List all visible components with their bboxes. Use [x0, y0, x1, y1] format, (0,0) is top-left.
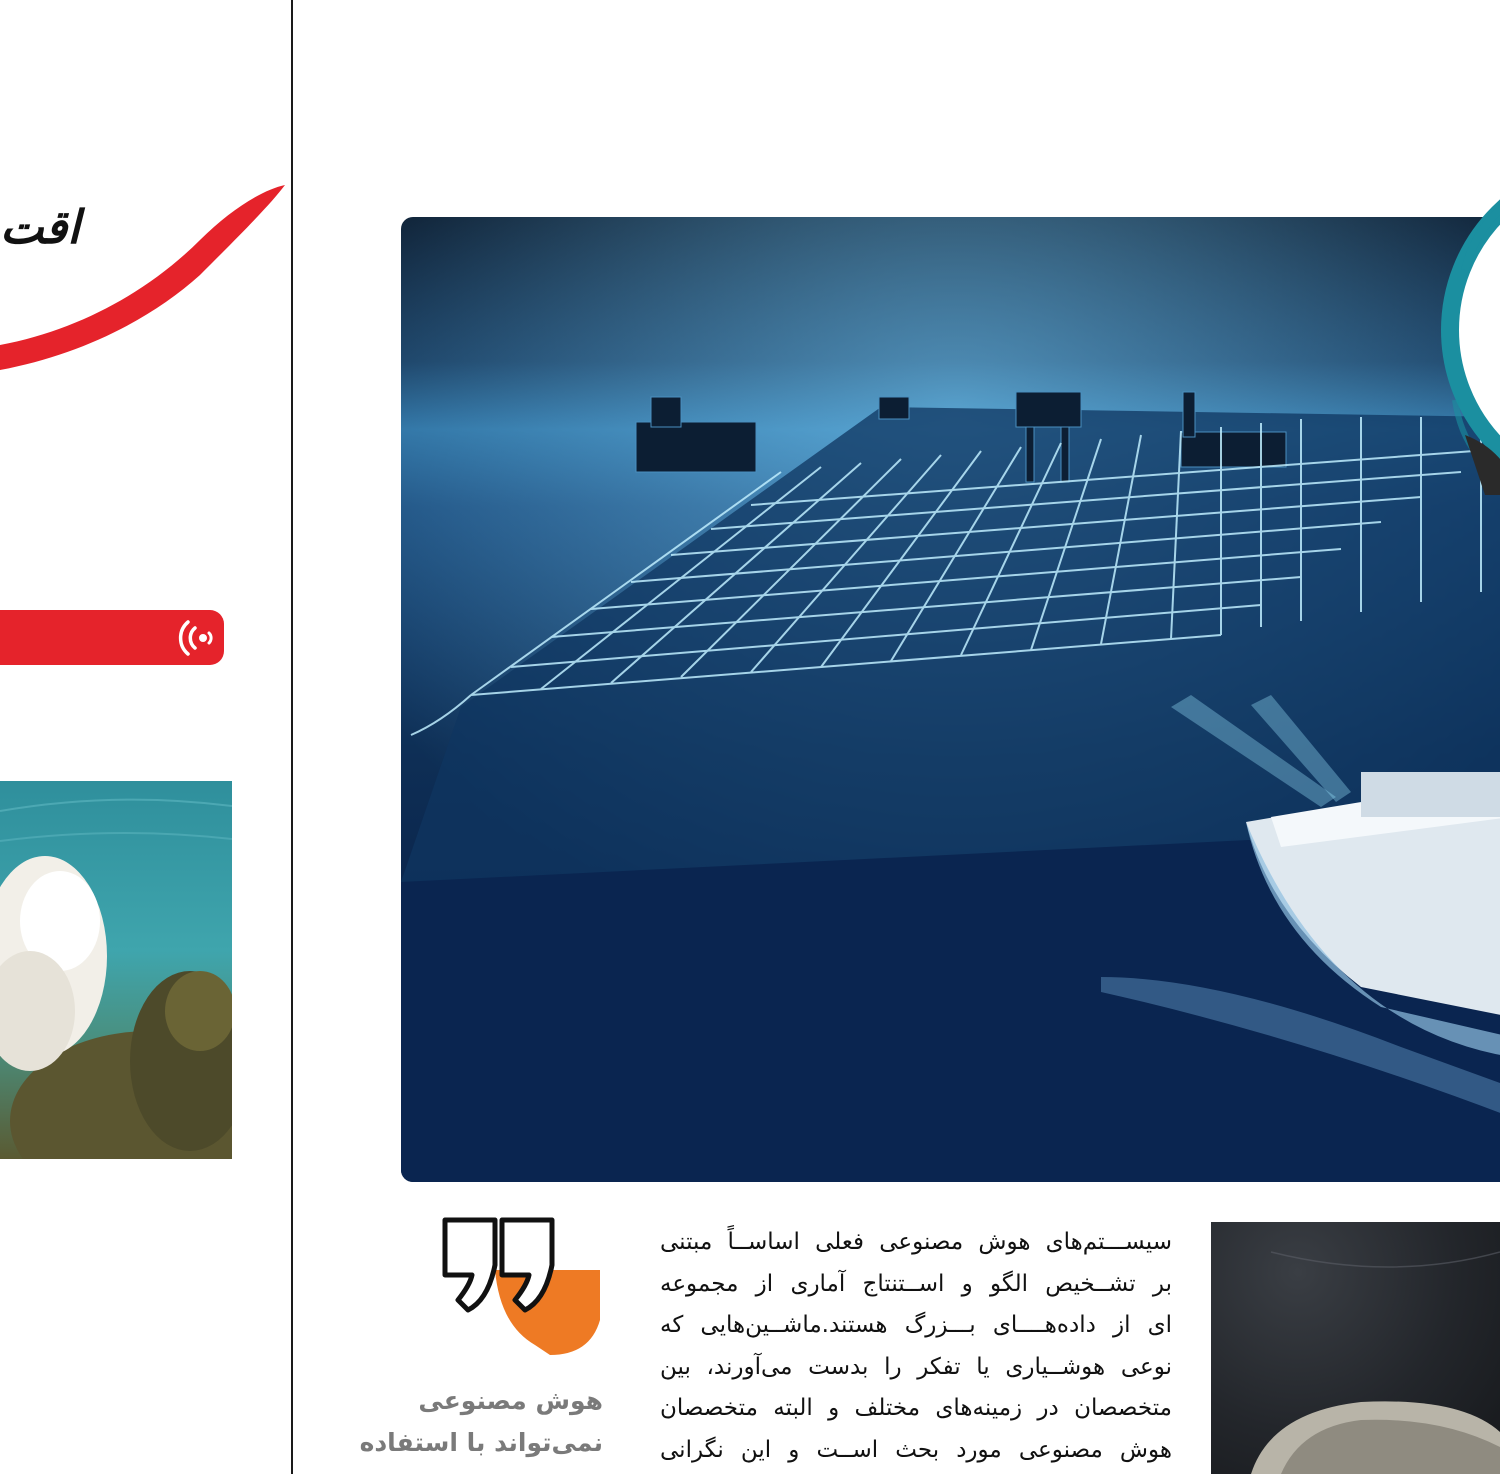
column-divider [291, 0, 293, 1474]
quote-line: هوش مصنوعی [418, 1386, 603, 1415]
quote-line: نمی‌تواند با استفاده [359, 1428, 603, 1457]
article-line: بر تشــخیص الگو و اســتنتاج آماری از مجموعه [660, 1270, 1172, 1297]
article-line: نوعی هوشــیاری یا تفکر را بدست می‌آورند، بین [660, 1353, 1172, 1380]
stone-illustration [1211, 1222, 1500, 1474]
coral-reef-photo [0, 781, 232, 1159]
logo-text: اقت [0, 200, 80, 254]
article-line: سیســـتم‌های هوش مصنوعی فعلی اساســاً مبتنی [660, 1229, 1172, 1255]
ocean-sensor-network-graphic [401, 217, 1500, 1182]
coral-illustration [0, 781, 232, 1159]
article-line: ای از داده‌هــــای بـــزرگ هستند.ماشــین‌هایی که [660, 1312, 1172, 1338]
pull-quote [359, 1380, 603, 1464]
article-line: متخصصان در زمینه‌های مختلف و البته متخصصان [660, 1395, 1172, 1421]
article-line: هوش مصنوعی مورد بحث اســت و این نگرانی [660, 1436, 1172, 1463]
offshore-grid-illustration [401, 217, 1500, 1182]
broadcast-wave-icon [172, 613, 222, 663]
dark-object-photo [1211, 1222, 1500, 1474]
article-body [660, 1222, 1172, 1471]
teal-portrait-ring [1425, 150, 1500, 510]
quote-mark-icon [440, 1215, 605, 1360]
left-page-column [0, 0, 292, 1474]
